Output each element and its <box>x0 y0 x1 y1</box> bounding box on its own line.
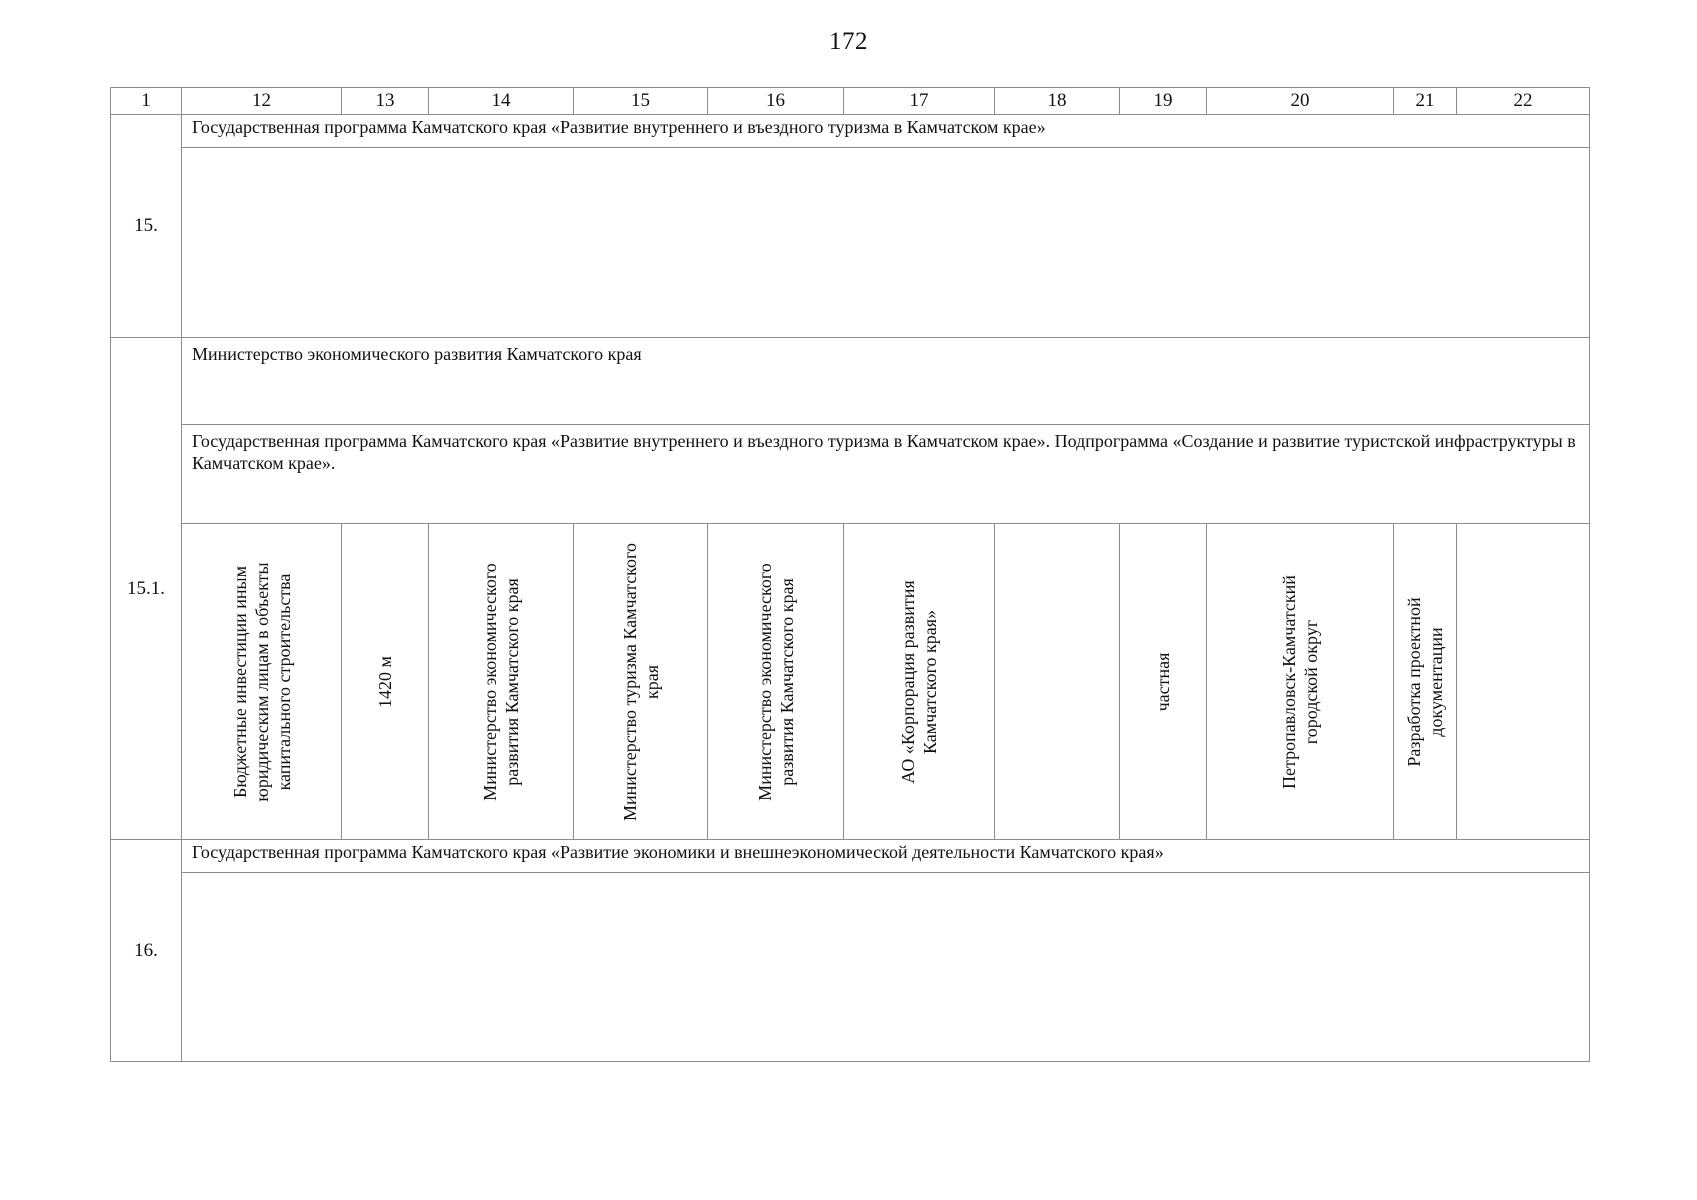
column-header: 18 <box>995 88 1120 115</box>
column-header: 16 <box>708 88 844 115</box>
column-header: 15 <box>574 88 708 115</box>
column-header: 17 <box>844 88 995 115</box>
column-header: 19 <box>1120 88 1207 115</box>
vertical-text: Министерство туризма Камчатского края <box>619 542 662 821</box>
table-row <box>111 524 1590 840</box>
vertical-text: Разработка проектной документации <box>1404 596 1446 767</box>
column-header: 12 <box>182 88 342 115</box>
table-row <box>111 115 1590 148</box>
vertical-text: Министерство экономического развития Камчатского края <box>480 562 522 801</box>
vertical-text: АО «Корпорация развития Камчатского края» <box>898 579 940 784</box>
table-row <box>111 338 1590 425</box>
ownership-cell <box>1120 524 1207 840</box>
empty-cell <box>1457 524 1590 840</box>
vertical-text: Петропавловск-Камчатский городской округ <box>1279 574 1321 789</box>
subprogram-title: Государственная программа Камчатского края «Развитие внутреннего и въездного туризма в Камчатском крае». Подпрограмма «Создание и развитие туристской инфраструктуры в Камчатском крае». <box>182 425 1590 524</box>
row-number: 15.1. <box>111 338 182 840</box>
capacity-cell <box>342 524 429 840</box>
row-number: 16. <box>111 840 182 1062</box>
document-table <box>110 87 1590 1062</box>
table-row <box>111 425 1590 524</box>
table-row <box>111 148 1590 338</box>
column-number-row <box>111 88 1590 115</box>
developer-cell <box>844 524 995 840</box>
empty-cell <box>182 148 1590 338</box>
table-row <box>111 840 1590 873</box>
vertical-text: Бюджетные инвестиции иным юридическим лицам в объекты капитального строительства <box>229 561 294 802</box>
empty-cell <box>182 873 1590 1062</box>
responsible-executor-cell <box>429 524 574 840</box>
column-header: 1 <box>111 88 182 115</box>
vertical-text: частная <box>1153 652 1173 711</box>
table-row <box>111 873 1590 1062</box>
stage-cell <box>1394 524 1457 840</box>
page-number: 172 <box>829 28 868 55</box>
column-header: 22 <box>1457 88 1590 115</box>
expense-type-cell <box>182 524 342 840</box>
column-header: 13 <box>342 88 429 115</box>
vertical-text: Министерство экономического развития Камчатского края <box>754 562 797 801</box>
column-header: 14 <box>429 88 574 115</box>
empty-cell <box>995 524 1120 840</box>
customer-cell <box>574 524 708 840</box>
ministry-name: Министерство экономического развития Камчатского края <box>182 338 1590 425</box>
program-title: Государственная программа Камчатского края «Развитие экономики и внешнеэкономической деятельности Камчатского края» <box>182 840 1590 873</box>
column-header: 21 <box>1394 88 1457 115</box>
row-number: 15. <box>111 115 182 338</box>
budget-holder-cell <box>708 524 844 840</box>
column-header: 20 <box>1207 88 1394 115</box>
municipality-cell <box>1207 524 1394 840</box>
vertical-text: 1420 м <box>375 655 395 708</box>
program-title: Государственная программа Камчатского края «Развитие внутреннего и въездного туризма в Камчатском крае» <box>182 115 1590 148</box>
